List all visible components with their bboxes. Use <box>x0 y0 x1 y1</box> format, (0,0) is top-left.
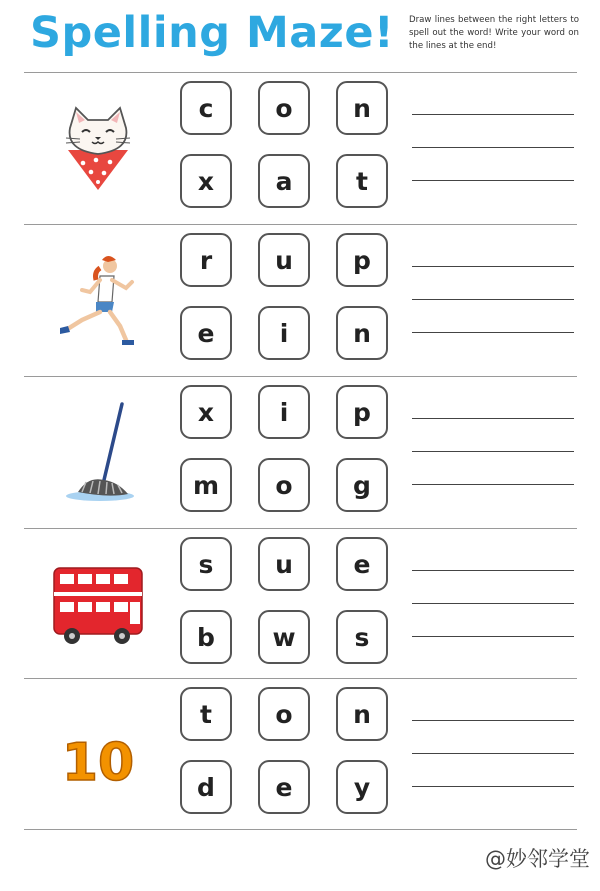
answer-line[interactable] <box>412 418 574 419</box>
number-ten-text: 10 <box>61 733 135 793</box>
answer-line[interactable] <box>412 603 574 604</box>
answer-line[interactable] <box>412 451 574 452</box>
letter-tile[interactable]: e <box>258 760 310 814</box>
letter-tile[interactable]: n <box>336 306 388 360</box>
letter-tile[interactable]: n <box>336 687 388 741</box>
letter-tile[interactable]: y <box>336 760 388 814</box>
letter-tile[interactable]: d <box>180 760 232 814</box>
letter-tile[interactable]: t <box>180 687 232 741</box>
letter-tile[interactable]: g <box>336 458 388 512</box>
divider <box>24 829 577 830</box>
letter-tile[interactable]: s <box>180 537 232 591</box>
maze-row-mop <box>0 376 600 528</box>
letter-tile[interactable]: a <box>258 154 310 208</box>
letter-tile[interactable]: i <box>258 306 310 360</box>
letter-tile[interactable]: t <box>336 154 388 208</box>
letter-tile[interactable]: e <box>336 537 388 591</box>
letter-tile[interactable]: s <box>336 610 388 664</box>
maze-row-cat <box>0 72 600 224</box>
letter-tile[interactable]: r <box>180 233 232 287</box>
answer-line[interactable] <box>412 147 574 148</box>
letter-tile[interactable]: o <box>258 81 310 135</box>
instructions-text: Draw lines between the right letters to spell out the word! Write your word on the lines at the end! <box>409 15 579 51</box>
watermark-text: @妙邻学堂 <box>485 847 590 871</box>
letter-tile[interactable]: o <box>258 458 310 512</box>
answer-line[interactable] <box>412 484 574 485</box>
bottom-margin <box>0 884 600 891</box>
maze-row-bus <box>0 528 600 680</box>
letter-tile[interactable]: p <box>336 385 388 439</box>
page-title: Spelling Maze! <box>30 8 395 58</box>
letter-tile[interactable]: e <box>180 306 232 360</box>
answer-line[interactable] <box>412 299 574 300</box>
answer-line[interactable] <box>412 636 574 637</box>
letter-tile[interactable]: n <box>336 81 388 135</box>
cat-face-icon <box>48 98 148 198</box>
answer-line[interactable] <box>412 266 574 267</box>
letter-tile[interactable]: u <box>258 537 310 591</box>
letter-tile[interactable]: c <box>180 81 232 135</box>
answer-line[interactable] <box>412 114 574 115</box>
letter-tile[interactable]: i <box>258 385 310 439</box>
letter-tile[interactable]: b <box>180 610 232 664</box>
maze-row-runner <box>0 224 600 376</box>
number-ten-icon <box>48 704 148 804</box>
answer-line[interactable] <box>412 180 574 181</box>
answer-line[interactable] <box>412 570 574 571</box>
letter-tile[interactable]: u <box>258 233 310 287</box>
runner-icon <box>48 250 148 350</box>
answer-line[interactable] <box>412 332 574 333</box>
answer-line[interactable] <box>412 786 574 787</box>
letter-tile[interactable]: o <box>258 687 310 741</box>
answer-line[interactable] <box>412 753 574 754</box>
letter-tile[interactable]: p <box>336 233 388 287</box>
mop-icon <box>48 402 148 502</box>
letter-tile[interactable]: x <box>180 154 232 208</box>
bus-icon <box>48 554 148 654</box>
letter-tile[interactable]: x <box>180 385 232 439</box>
letter-tile[interactable]: w <box>258 610 310 664</box>
letter-tile[interactable]: m <box>180 458 232 512</box>
answer-line[interactable] <box>412 720 574 721</box>
maze-row-ten <box>0 678 600 830</box>
